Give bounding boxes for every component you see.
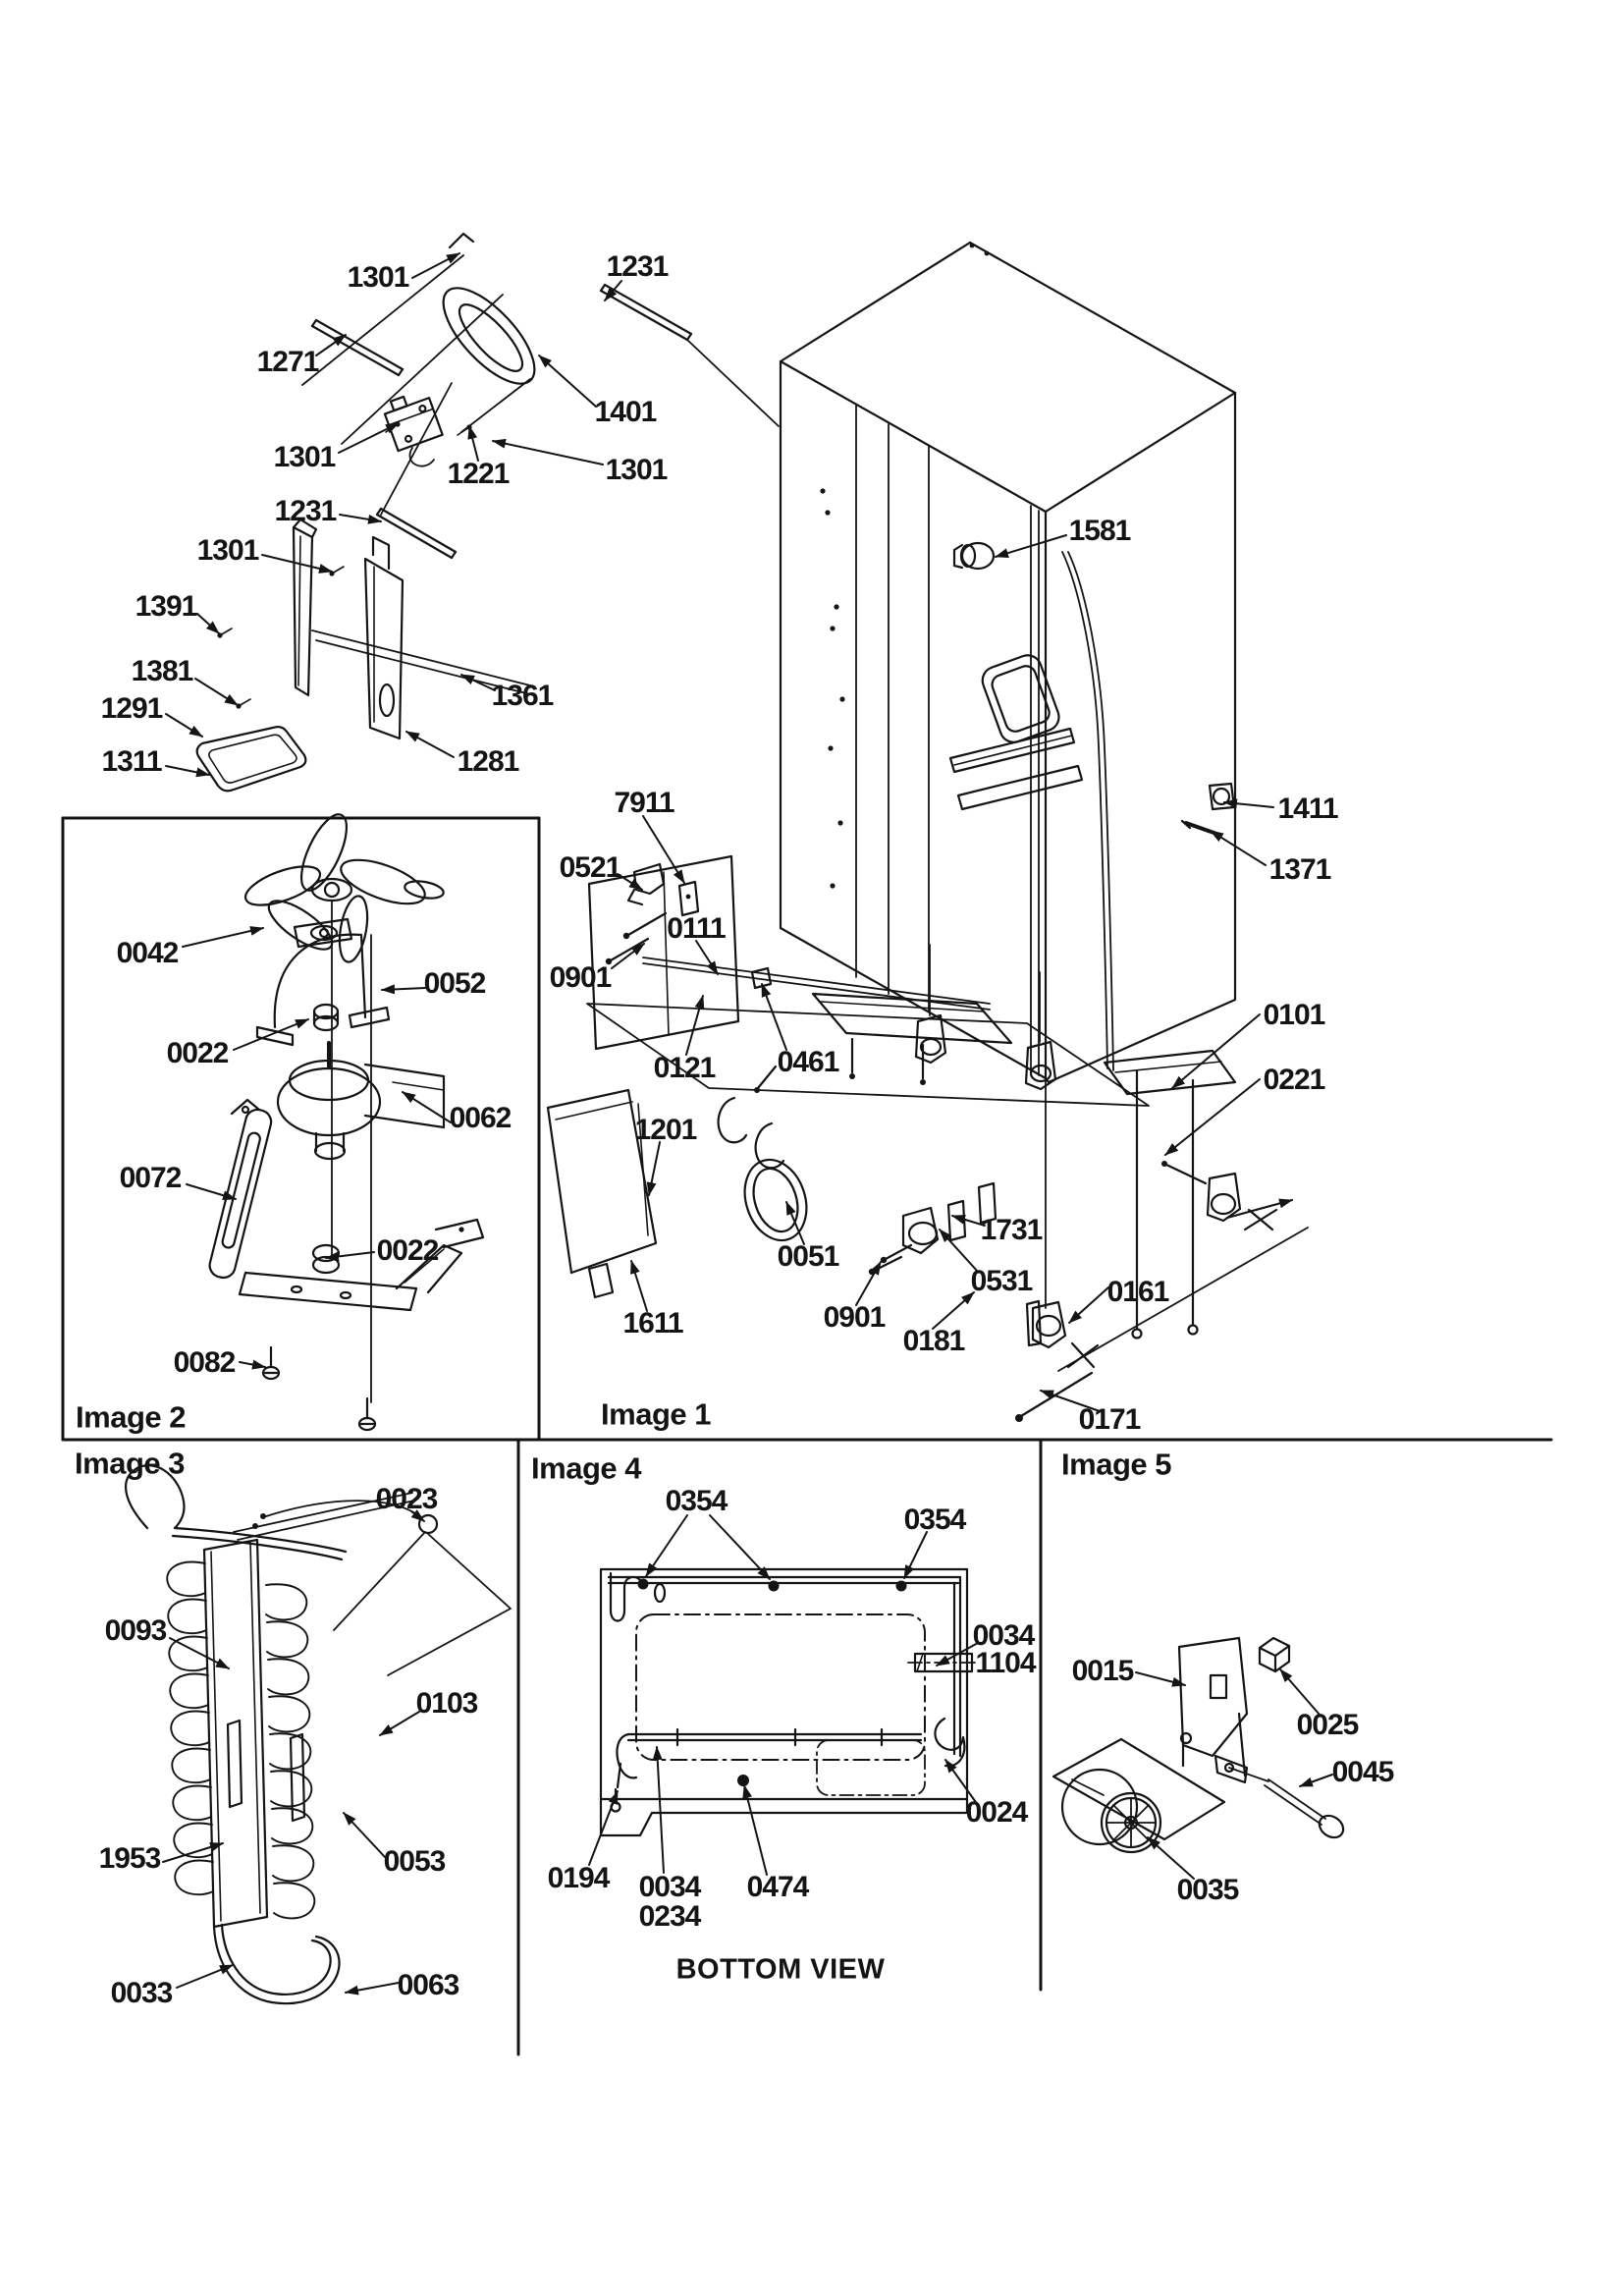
part-label-0103-44: 0103	[415, 1687, 478, 1720]
part-label-0022-37: 0022	[166, 1037, 229, 1069]
part-label-0901-29: 0901	[823, 1301, 886, 1334]
part-label-0015-58: 0015	[1071, 1655, 1134, 1687]
leveling-plate-bolts	[1105, 1051, 1235, 1339]
part-label-0053-46: 0053	[383, 1845, 446, 1878]
part-label-1301-0: 1301	[347, 261, 409, 294]
part-label-1581-15: 1581	[1068, 515, 1131, 547]
part-label-1381-10: 1381	[131, 655, 193, 687]
caption-image-3: Image 3	[75, 1446, 185, 1481]
part-label-1411-16: 1411	[1277, 793, 1338, 825]
part-label-0461-25: 0461	[777, 1046, 839, 1078]
caption-image-5: Image 5	[1061, 1447, 1171, 1482]
part-label-1281-14: 1281	[457, 745, 519, 778]
part-label-0101-18: 0101	[1263, 999, 1325, 1031]
part-label-1301-4: 1301	[273, 441, 336, 473]
section-borders	[63, 818, 1551, 2054]
part-label-0062-38: 0062	[449, 1102, 512, 1134]
part-label-0354-50: 0354	[903, 1503, 966, 1536]
part-label-1731-30: 1731	[980, 1214, 1043, 1246]
handle-cutout	[979, 651, 1063, 745]
part-label-0194-54: 0194	[547, 1862, 610, 1894]
part-label-1271-2: 1271	[256, 346, 319, 378]
part-label-1231-1: 1231	[606, 250, 669, 283]
part-label-0082-41: 0082	[173, 1346, 236, 1379]
part-label-0531-31: 0531	[970, 1265, 1033, 1297]
cabinet-drawing	[781, 243, 1292, 1339]
part-label-1361-13: 1361	[491, 680, 554, 712]
part-label-1291-11: 1291	[100, 692, 163, 725]
part-label-0024-53: 0024	[965, 1796, 1028, 1829]
leader-lines	[163, 250, 1332, 1993]
image2-fan-motor	[207, 808, 483, 1430]
part-label-1391-9: 1391	[135, 590, 197, 623]
part-label-0093-43: 0093	[104, 1614, 167, 1647]
part-label-7911-20: 7911	[614, 787, 674, 819]
part-label-1311-12: 1311	[101, 745, 162, 778]
part-label-1301-8: 1301	[196, 534, 259, 567]
part-label-0111-22: 0111	[667, 912, 726, 945]
cord-roller-1581	[954, 543, 994, 569]
part-label-0121-24: 0121	[653, 1052, 716, 1084]
caption-image-4: Image 4	[531, 1450, 641, 1486]
part-label-0034-51: 0034	[972, 1619, 1035, 1652]
part-label-0901-23: 0901	[549, 961, 612, 994]
part-label-0033-47: 0033	[110, 1977, 173, 2009]
caption-image-2: Image 2	[76, 1399, 186, 1435]
part-label-0221-19: 0221	[1263, 1064, 1325, 1096]
part-label-0063-48: 0063	[397, 1969, 459, 2001]
image5-roller-assembly	[1053, 1638, 1347, 1852]
part-label-1371-17: 1371	[1268, 853, 1331, 886]
caption-image-1: Image 1	[601, 1396, 711, 1432]
part-label-0234-56: 0234	[638, 1900, 701, 1933]
part-label-1401-3: 1401	[594, 396, 657, 428]
part-label-0052-36: 0052	[423, 967, 486, 1000]
part-label-0171-34: 0171	[1078, 1403, 1141, 1436]
part-label-0474-57: 0474	[746, 1871, 809, 1903]
part-label-0023-42: 0023	[375, 1483, 438, 1515]
back-rails	[950, 729, 1082, 809]
caption-bottom-view: BOTTOM VIEW	[675, 1953, 886, 1986]
part-label-0521-21: 0521	[559, 851, 621, 884]
part-label-0045-60: 0045	[1331, 1756, 1394, 1788]
top-trim-assembly	[302, 234, 779, 515]
part-label-0034-55: 0034	[638, 1871, 701, 1903]
part-label-0354-49: 0354	[665, 1485, 728, 1517]
evaporator-cover-panels	[197, 509, 534, 791]
part-label-0072-39: 0072	[119, 1162, 182, 1194]
part-label-1104-52: 1104	[975, 1647, 1036, 1679]
part-label-1611-28: 1611	[622, 1307, 683, 1339]
part-label-0035-61: 0035	[1176, 1874, 1239, 1906]
part-label-1221-5: 1221	[447, 458, 510, 490]
image4-bottom-view	[601, 1569, 980, 1835]
image3-evaporator	[126, 1465, 511, 2003]
part-label-0161-33: 0161	[1106, 1276, 1169, 1308]
part-label-0042-35: 0042	[116, 937, 179, 969]
part-label-0025-59: 0025	[1296, 1709, 1359, 1741]
part-label-1301-6: 1301	[605, 454, 668, 486]
part-label-0051-27: 0051	[777, 1240, 839, 1273]
part-label-1231-7: 1231	[274, 495, 337, 527]
part-label-1201-26: 1201	[634, 1114, 697, 1146]
part-label-0181-32: 0181	[902, 1325, 965, 1357]
part-label-0022-40: 0022	[376, 1234, 439, 1267]
part-label-1953-45: 1953	[98, 1842, 161, 1875]
roller-1411-pin-1371	[1182, 784, 1234, 835]
